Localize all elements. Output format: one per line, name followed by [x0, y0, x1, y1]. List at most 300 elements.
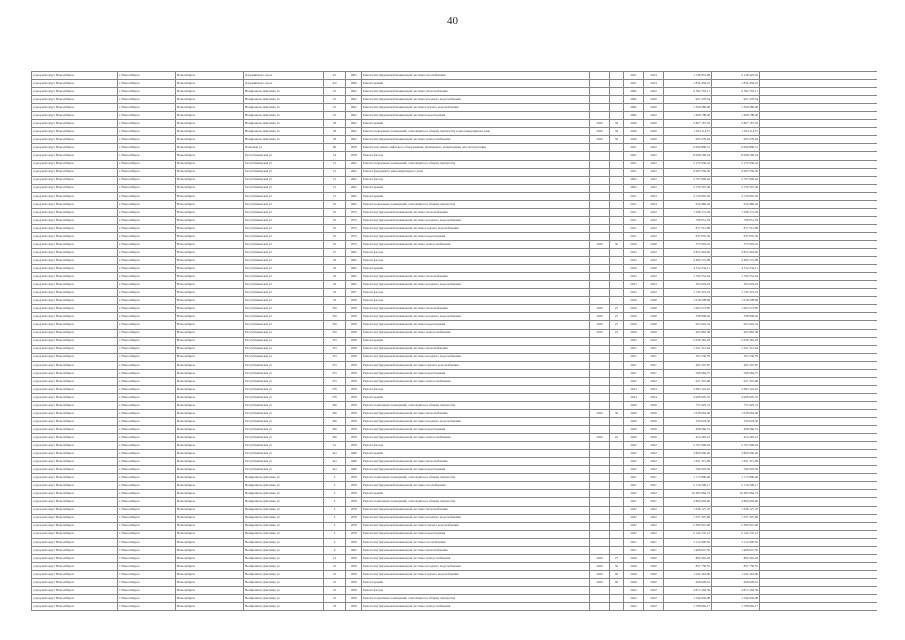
table-cell: Новосибирск [176, 401, 244, 409]
table-cell: Новосибирск [176, 570, 244, 578]
table-cell: 2023 [644, 72, 664, 80]
table-cell: 2023 [644, 385, 664, 393]
table-cell: 1 346 659,08 [664, 595, 712, 603]
table-cell: Ремонт фасада [362, 297, 590, 305]
table-cell: г. Новосибирск [118, 120, 176, 128]
table-cell [590, 385, 610, 393]
table-cell: 1958 [346, 297, 362, 305]
table-cell: 4 [324, 514, 346, 522]
table-cell: 465 983,38 [664, 329, 712, 337]
table-row [32, 450, 878, 458]
table-cell: 2021 [644, 498, 664, 506]
table-cell: г. Новосибирск [118, 530, 176, 538]
table-cell: 15 [324, 168, 346, 176]
table-cell: 1 408 647,35 [712, 546, 760, 554]
table-cell: Новосибирск [176, 104, 244, 112]
table-cell: Дзержинского пр-кт [244, 80, 324, 88]
table-cell: Новосибирск [176, 603, 244, 611]
table-cell: 25 [324, 200, 346, 208]
table-cell: городской округ Новосибирск [32, 498, 118, 506]
table-cell: Ремонт подвальных помещений, относящихся к общему имуществу [362, 401, 590, 409]
table-cell: Республиканская ул [244, 369, 324, 377]
table-row [32, 442, 878, 450]
table-cell: Новосибирск [176, 281, 244, 289]
table-cell: Новосибирск [176, 369, 244, 377]
table-cell: 2020 [624, 418, 644, 426]
table-cell: Республиканская ул [244, 329, 324, 337]
table-cell: 2020 [644, 434, 664, 442]
table-cell: Новосибирск [176, 200, 244, 208]
table-cell-empty [760, 554, 878, 562]
table-cell: городской округ Новосибирск [32, 112, 118, 120]
table-cell: Новосибирск [176, 482, 244, 490]
table-cell-empty [760, 409, 878, 417]
table-cell [610, 184, 624, 192]
table-row [32, 466, 878, 474]
table-row [32, 200, 878, 208]
table-cell: 4 908 605,33 [712, 393, 760, 401]
table-cell: 492 310,87 [664, 361, 712, 369]
table-cell: городской округ Новосибирск [32, 305, 118, 313]
table-cell: 1958 [346, 144, 362, 152]
table-cell: 599 003,39 [712, 466, 760, 474]
table-cell-empty [760, 240, 878, 248]
table-cell: 1 603 573,85 [664, 305, 712, 313]
table-cell: Ремонт крыши [362, 184, 590, 192]
table-cell: г. Новосибирск [118, 546, 176, 554]
table-cell: городской округ Новосибирск [32, 595, 118, 603]
table-cell [590, 450, 610, 458]
table-cell: 2020 [624, 578, 644, 586]
table-cell: Новосибирск [176, 72, 244, 80]
table-row [32, 377, 878, 385]
table-cell: 2002 [624, 176, 644, 184]
table-cell: 2020 [644, 305, 664, 313]
table-cell: городской округ Новосибирск [32, 200, 118, 208]
table-cell: 25 [610, 434, 624, 442]
table-cell: 2020 [624, 313, 644, 321]
table-cell: 2022 [624, 595, 644, 603]
table-cell: 2022 [644, 88, 664, 96]
table-cell: 753 493,74 [712, 401, 760, 409]
table-cell-empty [760, 498, 878, 506]
table-cell: Ремонт крыши [362, 265, 590, 273]
table-cell: Новосибирск [176, 514, 244, 522]
table-cell: 1958 [346, 506, 362, 514]
table-cell: 2021 [624, 474, 644, 482]
table-cell: Немировича-Данченко ул [244, 88, 324, 96]
table-cell: Ремонт внутридомовой инженерной системы холодного водоснабжения [362, 313, 590, 321]
table-row [32, 369, 878, 377]
table-cell: Ремонт внутридомовой инженерной системы водоотведения [362, 369, 590, 377]
table-cell: 1 542 263,96 [712, 570, 760, 578]
table-cell: Новосибирск [176, 418, 244, 426]
table-cell: Новосибирск [176, 144, 244, 152]
table-cell: 29 [324, 273, 346, 281]
table-cell: Новосибирск [176, 184, 244, 192]
table-cell-empty [760, 88, 878, 96]
table-cell: Республиканская ул [244, 337, 324, 345]
table-cell-empty [760, 538, 878, 546]
table-cell: 1 038 663,06 [664, 409, 712, 417]
table-cell: Ремонт внутридомовой инженерной системы газоснабжения [362, 72, 590, 80]
table-cell-empty [760, 152, 878, 160]
table-cell: 1962 [346, 96, 362, 104]
table-cell: г. Новосибирск [118, 160, 176, 168]
table-cell: 4 [324, 522, 346, 530]
table-cell: 1958 [346, 514, 362, 522]
table-cell: 2 116 208,17 [664, 482, 712, 490]
table-cell: г. Новосибирск [118, 176, 176, 184]
table-cell: городской округ Новосибирск [32, 176, 118, 184]
table-cell: Ремонт крыши [362, 450, 590, 458]
table-cell: 1958 [346, 426, 362, 434]
table-cell-empty [760, 80, 878, 88]
table-cell: 15 [324, 192, 346, 200]
table-cell: г. Новосибирск [118, 570, 176, 578]
table-cell-empty [760, 490, 878, 498]
table-cell: 837 758,55 [664, 562, 712, 570]
table-cell: Немировича-Данченко ул [244, 128, 324, 136]
table-cell: Республиканская ул [244, 200, 324, 208]
table-cell: 2020 [644, 578, 664, 586]
table-cell [590, 224, 610, 232]
table-cell [610, 369, 624, 377]
table-row [32, 88, 878, 96]
table-cell [590, 474, 610, 482]
table-cell: Ремонт внутридомовой инженерной системы теплоснабжения [362, 409, 590, 417]
table-cell: 2 797 668,44 [664, 442, 712, 450]
table-cell: 599 003,39 [664, 466, 712, 474]
table-cell: 1962 [346, 128, 362, 136]
table-cell-empty [760, 530, 878, 538]
table-cell: городской округ Новосибирск [32, 72, 118, 80]
table-cell: 50 [610, 136, 624, 144]
table-cell: 2020 [644, 240, 664, 248]
table-cell: Новосибирск [176, 409, 244, 417]
table-cell: 2020 [590, 409, 610, 417]
table-cell: 5 867 167,03 [664, 120, 712, 128]
table-cell: 2021 [624, 361, 644, 369]
table-cell [590, 490, 610, 498]
table-cell: 1 713 800,90 [664, 474, 712, 482]
table-cell: г. Новосибирск [118, 289, 176, 297]
table-cell: Республиканская ул [244, 353, 324, 361]
table-cell: 1 598 127,78 [664, 506, 712, 514]
table-cell [590, 216, 610, 224]
table-cell-empty [760, 128, 878, 136]
table-cell [610, 393, 624, 401]
table-cell-empty [760, 506, 878, 514]
table-cell-empty [760, 120, 878, 128]
table-cell: 2022 [624, 249, 644, 257]
table-row [32, 506, 878, 514]
table-cell-empty [760, 377, 878, 385]
table-cell: Ремонт внутридомовой инженерной системы теплоснабжения [362, 546, 590, 554]
table-cell: Ремонт крыши [362, 80, 590, 88]
table-cell: Ремонт внутридомовой инженерной системы теплоснабжения [362, 208, 590, 216]
table-cell: городской округ Новосибирск [32, 152, 118, 160]
table-row [32, 570, 878, 578]
table-cell [590, 482, 610, 490]
table-cell: Новосибирск [176, 112, 244, 120]
table-cell: 1962 [346, 200, 362, 208]
table-container [31, 71, 877, 619]
table-cell: 9 693 256,39 [664, 168, 712, 176]
table-cell: Новосибирск [176, 506, 244, 514]
table-cell: 1958 [346, 587, 362, 595]
table-cell [610, 506, 624, 514]
table-cell [610, 595, 624, 603]
table-cell: 2020 [590, 321, 610, 329]
table-cell: г. Новосибирск [118, 595, 176, 603]
table-cell: 1958 [346, 353, 362, 361]
table-cell: 2022 [644, 377, 664, 385]
table-cell: 330 618,36 [712, 418, 760, 426]
table-cell: 2021 [644, 345, 664, 353]
table-cell: Немировича-Данченко ул [244, 112, 324, 120]
table-cell: Новосибирск [176, 562, 244, 570]
table-cell [610, 466, 624, 474]
table-cell: 608 649,41 [712, 578, 760, 586]
table-cell: Немировича-Данченко ул [244, 104, 324, 112]
table-cell: Ремонт внутридомовой инженерной системы электроснабжения [362, 377, 590, 385]
table-cell-empty [760, 96, 878, 104]
table-cell [590, 426, 610, 434]
table-cell: 2002 [624, 184, 644, 192]
table-cell: 2022 [624, 603, 644, 611]
table-cell [610, 337, 624, 345]
table-cell: 2022 [644, 506, 664, 514]
table-cell: г. Новосибирск [118, 257, 176, 265]
table-row [32, 273, 878, 281]
table-cell: 708 651,93 [664, 216, 712, 224]
table-cell: 16 [324, 578, 346, 586]
table-cell: 2022 [644, 232, 664, 240]
table-cell [590, 144, 610, 152]
table-cell: 1958 [346, 595, 362, 603]
table-cell: 1958 [346, 578, 362, 586]
table-cell: 60 [324, 144, 346, 152]
table-cell: 1962 [346, 281, 362, 289]
table-cell-empty [760, 184, 878, 192]
table-cell: 29 [324, 265, 346, 273]
table-cell: 4 729 665,36 [664, 192, 712, 200]
table-cell [610, 72, 624, 80]
table-cell: 634 480,20 [712, 200, 760, 208]
table-cell: 2020 [590, 329, 610, 337]
table-cell: 50 [610, 562, 624, 570]
table-cell-empty [760, 144, 878, 152]
table-cell: городской округ Новосибирск [32, 578, 118, 586]
table-cell: 1968 [346, 466, 362, 474]
table-cell: г. Новосибирск [118, 385, 176, 393]
table-cell [590, 466, 610, 474]
table-cell: городской округ Новосибирск [32, 506, 118, 514]
table-cell: Новосибирск [176, 587, 244, 595]
table-cell [610, 426, 624, 434]
table-cell: г. Новосибирск [118, 345, 176, 353]
table-row [32, 136, 878, 144]
table-cell [590, 281, 610, 289]
table-cell: Ремонт фасада [362, 152, 590, 160]
table-cell: Республиканская ул [244, 466, 324, 474]
table-cell: г. Новосибирск [118, 168, 176, 176]
table-cell: 4 [324, 498, 346, 506]
table-row [32, 80, 878, 88]
table-row [32, 96, 878, 104]
table-cell-empty [760, 281, 878, 289]
table-cell-empty [760, 337, 878, 345]
table-cell: г. Новосибирск [118, 554, 176, 562]
table-cell: 2022 [644, 450, 664, 458]
table-cell-empty [760, 321, 878, 329]
table-cell: Ремонт крыши [362, 393, 590, 401]
table-cell [590, 192, 610, 200]
table-cell-empty [760, 393, 878, 401]
table-cell [610, 208, 624, 216]
table-cell-empty [760, 176, 878, 184]
table-cell: 30 [610, 120, 624, 128]
table-cell: 2022 [624, 337, 644, 345]
table-cell: 39а [324, 401, 346, 409]
table-cell: 39а [324, 434, 346, 442]
table-cell: 817 512,98 [664, 224, 712, 232]
table-cell: 2 759 347,46 [712, 184, 760, 192]
table-cell: 25 [324, 208, 346, 216]
table-cell: 1958 [346, 603, 362, 611]
table-cell: г. Новосибирск [118, 224, 176, 232]
table-cell: 2020 [624, 434, 644, 442]
table-cell: 2 144 176,12 [664, 530, 712, 538]
table-cell: 2 759 347,46 [664, 184, 712, 192]
table-cell [610, 361, 624, 369]
table-cell: 1 704 352,64 [712, 273, 760, 281]
table-cell [590, 200, 610, 208]
table-cell: 25 [324, 232, 346, 240]
table-row [32, 224, 878, 232]
table-cell: г. Новосибирск [118, 208, 176, 216]
table-cell: 30 [610, 240, 624, 248]
table-cell: 6 [324, 546, 346, 554]
table-cell: г. Новосибирск [118, 152, 176, 160]
table-cell: Ремонт внутридомовой инженерной системы горячего водоснабжения [362, 224, 590, 232]
table-cell: 10 483 984,74 [664, 490, 712, 498]
table-cell: 1 291 315,09 [712, 458, 760, 466]
table-cell: 663 922,54 [712, 321, 760, 329]
table-cell: г. Новосибирск [118, 522, 176, 530]
table-cell: 2024 [644, 200, 664, 208]
table-cell: Республиканская ул [244, 361, 324, 369]
table-cell: городской округ Новосибирск [32, 273, 118, 281]
table-cell [610, 80, 624, 88]
table-cell: г. Новосибирск [118, 321, 176, 329]
table-cell: 1 743 323,19 [712, 289, 760, 297]
table-cell: 2022 [644, 595, 664, 603]
table-cell: 2020 [644, 321, 664, 329]
table-cell: Новосибирск [176, 96, 244, 104]
table-cell: Немировича-Данченко ул [244, 482, 324, 490]
table-cell: 4 908 605,33 [664, 393, 712, 401]
table-cell: 25 [324, 240, 346, 248]
table-cell [590, 498, 610, 506]
table-cell: Ремонт крыши [362, 337, 590, 345]
table-row [32, 305, 878, 313]
table-cell: Республиканская ул [244, 208, 324, 216]
table-cell: Новосибирск [176, 257, 244, 265]
table-cell-empty [760, 482, 878, 490]
table-cell [590, 361, 610, 369]
table-cell: Ремонт внутридомовой инженерной системы газоснабжения [362, 482, 590, 490]
table-cell [610, 160, 624, 168]
table-cell: 2021 [624, 353, 644, 361]
table-cell: 2022 [644, 176, 664, 184]
table-cell [590, 232, 610, 240]
table-row [32, 538, 878, 546]
table-cell: городской округ Новосибирск [32, 377, 118, 385]
table-cell-empty [760, 257, 878, 265]
table-cell: 2022 [624, 522, 644, 530]
table-cell [590, 176, 610, 184]
table-cell: городской округ Новосибирск [32, 482, 118, 490]
table-cell: г. Новосибирск [118, 249, 176, 257]
table-cell: Немировича-Данченко ул [244, 587, 324, 595]
table-cell: г. Новосибирск [118, 426, 176, 434]
table-cell: г. Новосибирск [118, 128, 176, 136]
table-row [32, 168, 878, 176]
table-cell: Ремонт фасада [362, 249, 590, 257]
table-cell: г. Новосибирск [118, 184, 176, 192]
table-cell: Ремонт крыши [362, 578, 590, 586]
table-cell: 30 [324, 136, 346, 144]
table-cell: 1970 [346, 216, 362, 224]
table-cell-empty [760, 418, 878, 426]
table-cell: 2022 [644, 337, 664, 345]
table-cell: городской округ Новосибирск [32, 490, 118, 498]
table-cell: 2021 [624, 144, 644, 152]
table-cell: 1 748 853,98 [664, 72, 712, 80]
table-cell: 27 [324, 249, 346, 257]
table-cell: Новосибирск [176, 240, 244, 248]
table-cell: г. Новосибирск [118, 442, 176, 450]
table-cell: Немировича-Данченко ул [244, 522, 324, 530]
table-cell: 2021 [624, 345, 644, 353]
table-cell: 33 [324, 297, 346, 305]
table-cell: г. Новосибирск [118, 112, 176, 120]
table-row [32, 562, 878, 570]
table-cell: Республиканская ул [244, 345, 324, 353]
table-cell: 1970 [346, 232, 362, 240]
table-cell: 1958 [346, 530, 362, 538]
table-cell: 637 876,30 [712, 232, 760, 240]
table-cell: 2020 [624, 128, 644, 136]
table-cell-empty [760, 595, 878, 603]
table-cell-empty [760, 265, 878, 273]
table-cell: 2020 [624, 329, 644, 337]
table-cell: Ремонт внутридомовой инженерной системы холодного водоснабжения [362, 514, 590, 522]
table-cell: 1958 [346, 474, 362, 482]
table-cell: 2 [324, 474, 346, 482]
table-cell: 896 392,29 [712, 554, 760, 562]
table-cell: Новосибирск [176, 289, 244, 297]
table-cell: 2023 [644, 192, 664, 200]
table-cell: Немировича-Данченко ул [244, 578, 324, 586]
table-cell: Ремонт внутридомовой инженерной системы теплоснабжения [362, 305, 590, 313]
table-cell: г. Новосибирск [118, 450, 176, 458]
table-cell: 2023 [624, 281, 644, 289]
table-cell: 2022 [644, 152, 664, 160]
table-cell-empty [760, 434, 878, 442]
